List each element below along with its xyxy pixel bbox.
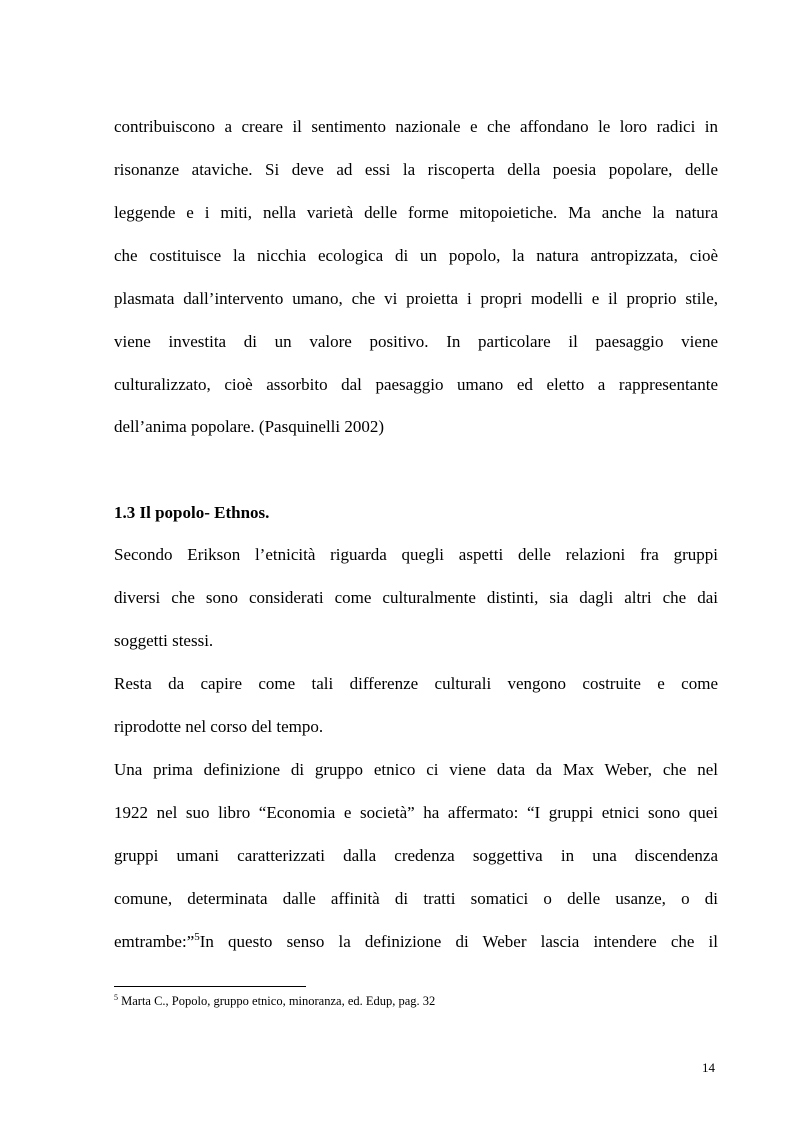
text-line: contribuiscono a creare il sentimento nazionale e che affondano le loro radici in <box>114 117 718 136</box>
text-line: che costituisce la nicchia ecologica di un popolo, la natura antropizzata, cioè <box>114 246 718 265</box>
footnote-separator <box>114 986 306 987</box>
section-heading: 1.3 Il popolo- Ethnos. <box>114 503 270 522</box>
text-line: 1922 nel suo libro “Economia e società” ha affermato: “I gruppi etnici sono quei <box>114 803 718 822</box>
text-line: diversi che sono considerati come culturalmente distinti, sia dagli altri che dai <box>114 588 718 607</box>
text-line: riprodotte nel corso del tempo. <box>114 717 324 736</box>
text-line: Secondo Erikson l’etnicità riguarda quegli aspetti delle relazioni fra gruppi <box>114 545 718 564</box>
text-line: Resta da capire come tali differenze culturali vengono costruite e come <box>114 674 718 693</box>
footnote-text: Marta C., Popolo, gruppo etnico, minoranza, ed. Edup, pag. 32 <box>121 994 436 1008</box>
footnote-mark: 5 <box>114 993 118 1002</box>
footnote <box>114 993 435 1011</box>
text-line: comune, determinata dalle affinità di tratti somatici o delle usanze, o di <box>114 889 718 908</box>
text-line: plasmata dall’intervento umano, che vi proietta i propri modelli e il proprio stile, <box>114 289 718 308</box>
text-segment: emtrambe:” <box>114 932 195 951</box>
text-line: dell’anima popolare. (Pasquinelli 2002) <box>114 417 385 436</box>
page-number: 14 <box>702 1060 715 1075</box>
text-line: Una prima definizione di gruppo etnico ci viene data da Max Weber, che nel <box>114 760 718 779</box>
text-line: risonanze ataviche. Si deve ad essi la riscoperta della poesia popolare, delle <box>114 160 718 179</box>
text-line: viene investita di un valore positivo. In particolare il paesaggio viene <box>114 332 718 351</box>
text-line-with-footnote-ref <box>114 931 718 955</box>
footnote-reference[interactable]: 5 <box>194 931 200 943</box>
text-segment: In questo senso la definizione di Weber lascia intendere che il <box>199 932 718 951</box>
text-line: soggetti stessi. <box>114 631 214 650</box>
text-line: leggende e i miti, nella varietà delle forme mitopoietiche. Ma anche la natura <box>114 203 718 222</box>
text-line: gruppi umani caratterizzati dalla credenza soggettiva in una discendenza <box>114 846 718 865</box>
text-line: culturalizzato, cioè assorbito dal paesaggio umano ed eletto a rappresentante <box>114 375 718 394</box>
